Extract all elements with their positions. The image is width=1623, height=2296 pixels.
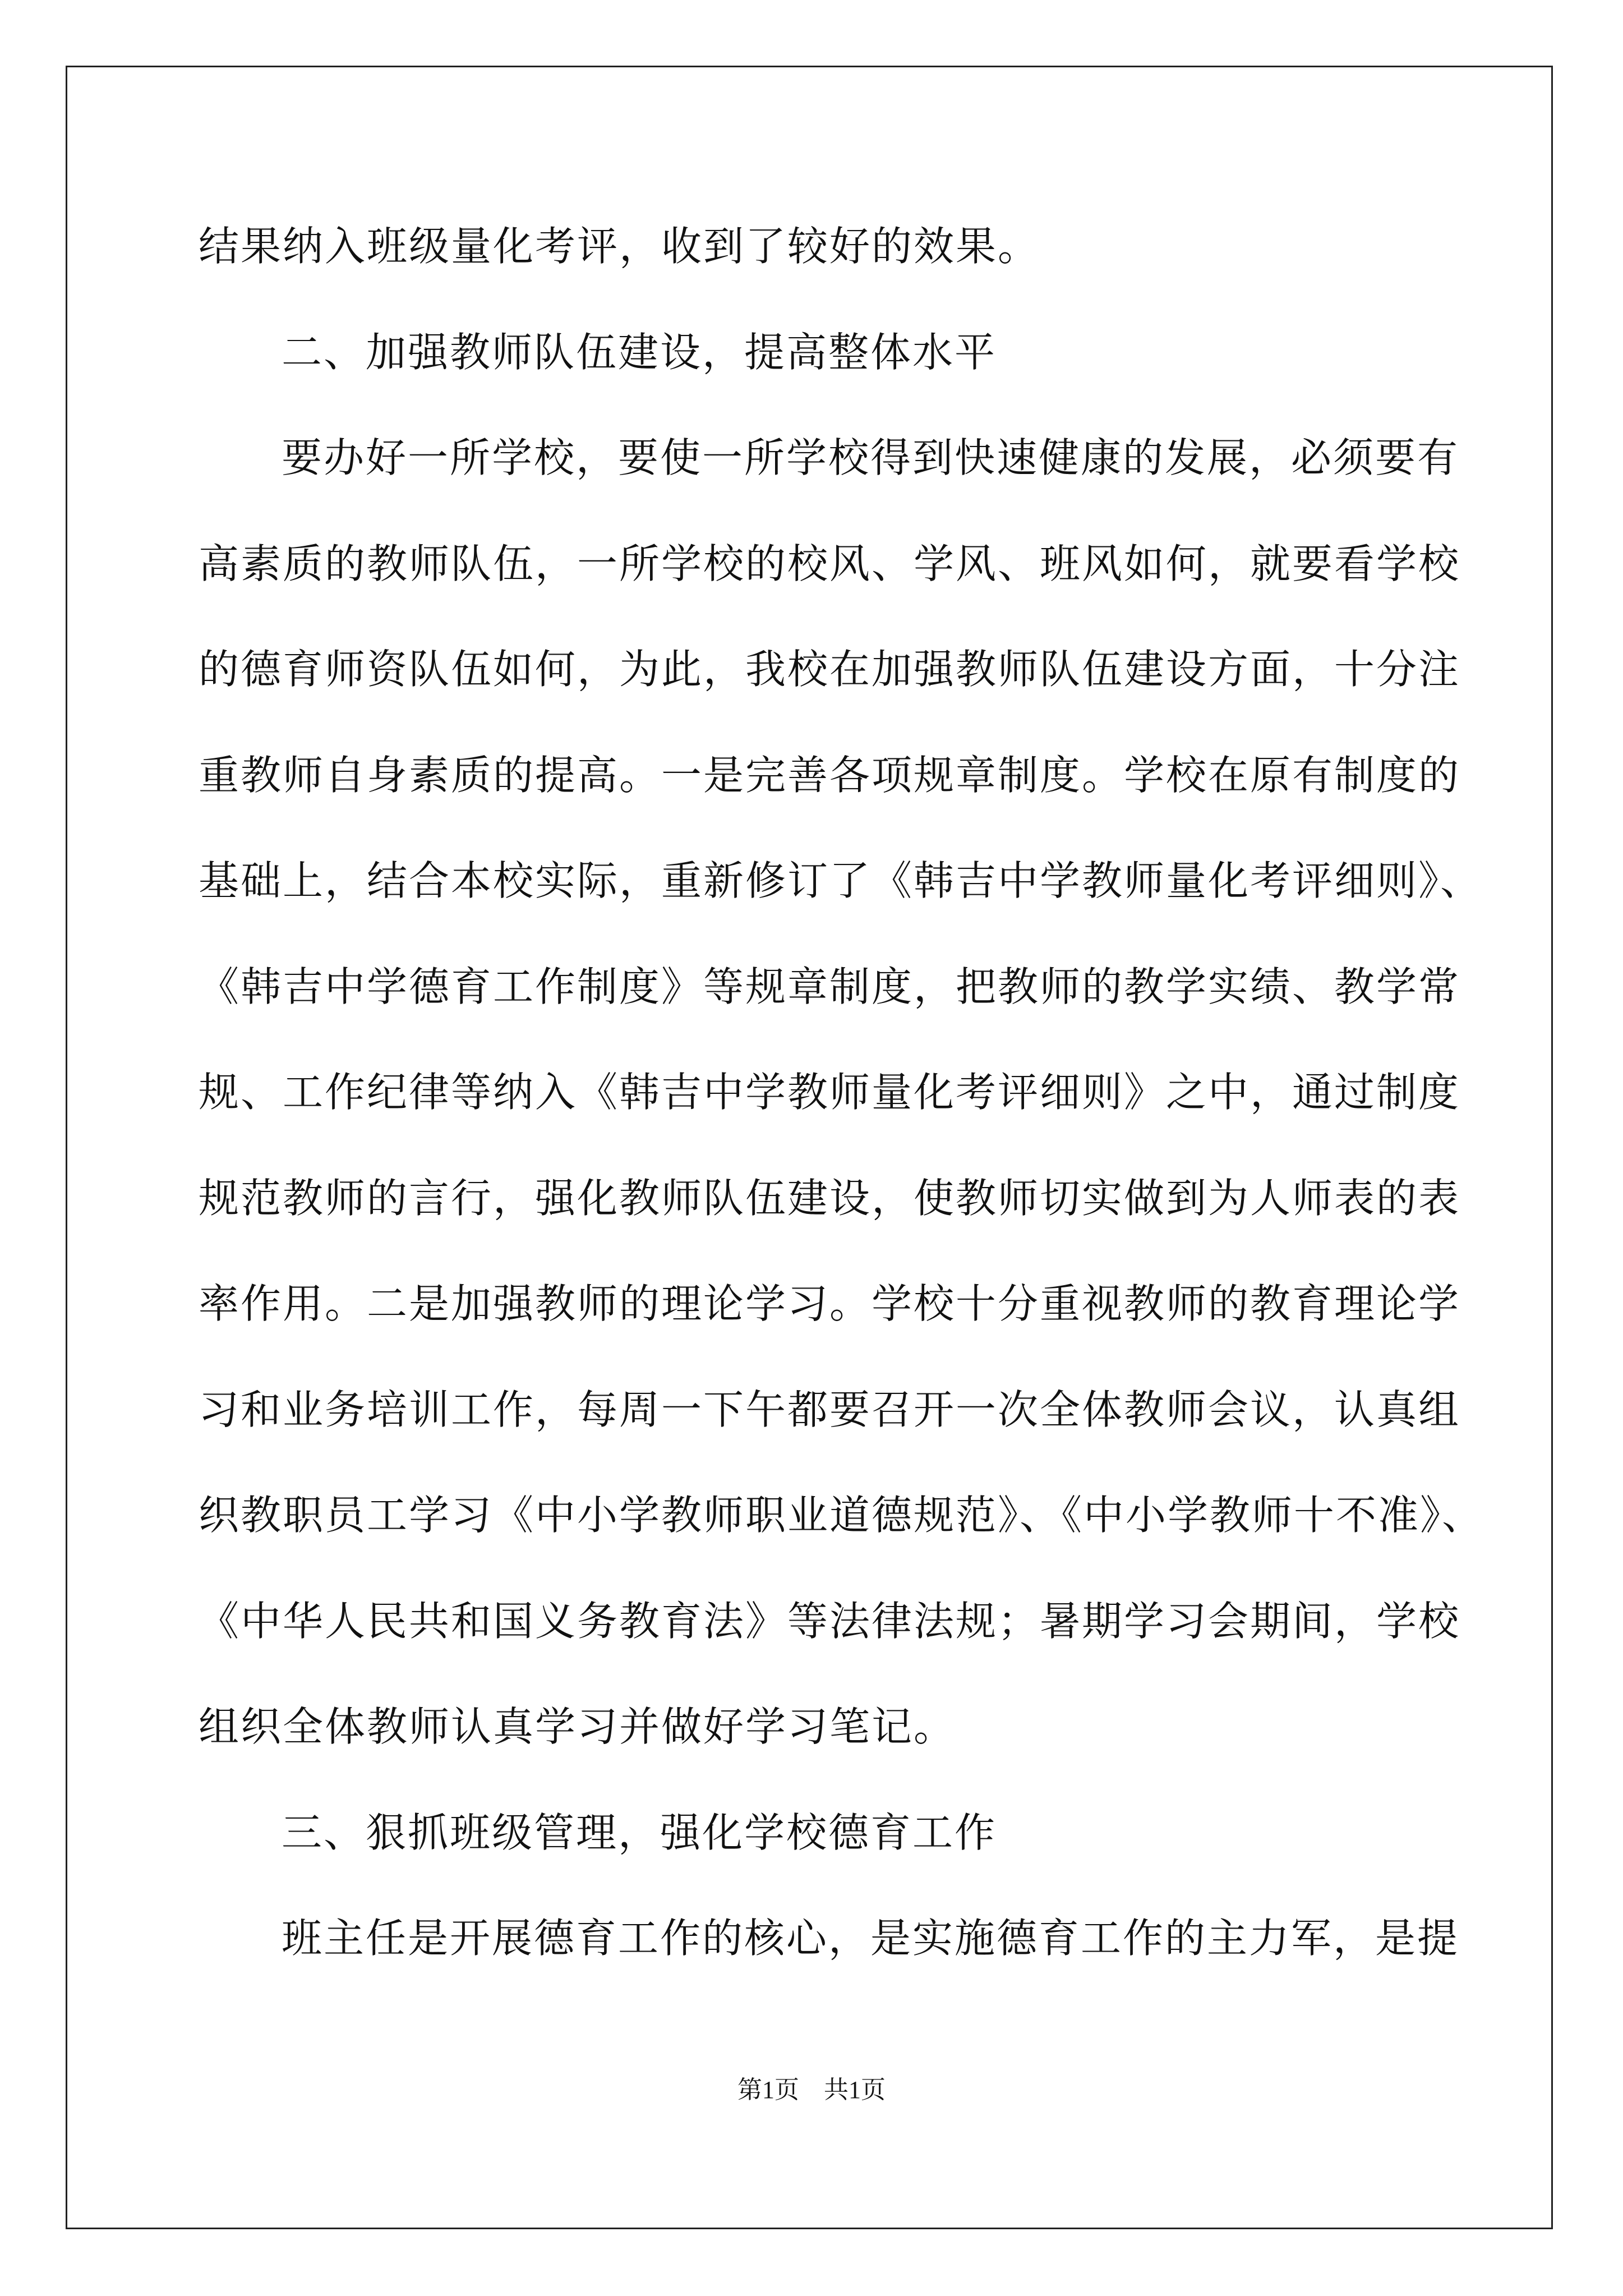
paragraph-line: 《韩吉中学德育工作制度》等规章制度，把教师的教学实绩、教学常 [199,963,1461,1010]
paragraph-line: 的德育师资队伍如何，为此，我校在加强教师队伍建设方面，十分注 [199,646,1461,693]
paragraph-line: 重教师自身素质的提高。一是完善各项规章制度。学校在原有制度的 [199,752,1461,799]
paragraph-line: 高素质的教师队伍，一所学校的校风、学风、班风如何，就要看学校 [199,540,1461,587]
paragraph-line: 率作用。二是加强教师的理论学习。学校十分重视教师的教育理论学 [199,1280,1461,1327]
section-heading: 二、加强教师队伍建设，提高整体水平 [282,329,997,376]
paragraph-line: 规、工作纪律等纳入《韩吉中学教师量化考评细则》之中，通过制度 [199,1069,1461,1116]
paragraph-line: 组织全体教师认真学习并做好学习笔记。 [199,1703,956,1750]
page-border [66,66,1553,2229]
paragraph-line: 《中华人民共和国义务教育法》等法律法规；暑期学习会期间，学校 [199,1598,1461,1645]
section-heading: 三、狠抓班级管理，强化学校德育工作 [282,1809,997,1856]
paragraph-line: 班主任是开展德育工作的核心，是实施德育工作的主力军，是提 [282,1915,1460,1962]
paragraph-line: 织教职员工学习《中小学教师职业道德规范》、《中小学教师十不准》、 [199,1492,1484,1539]
page-number-footer: 第1页 共1页 [737,2076,886,2104]
paragraph-line: 要办好一所学校，要使一所学校得到快速健康的发展，必须要有 [282,434,1460,481]
paragraph-line: 结果纳入班级量化考评，收到了较好的效果。 [199,223,1040,270]
paragraph-line: 规范教师的言行，强化教师队伍建设，使教师切实做到为人师表的表 [199,1175,1461,1222]
paragraph-line: 基础上，结合本校实际，重新修订了《韩吉中学教师量化考评细则》、 [199,857,1483,904]
paragraph-line: 习和业务培训工作，每周一下午都要召开一次全体教师会议，认真组 [199,1386,1461,1433]
